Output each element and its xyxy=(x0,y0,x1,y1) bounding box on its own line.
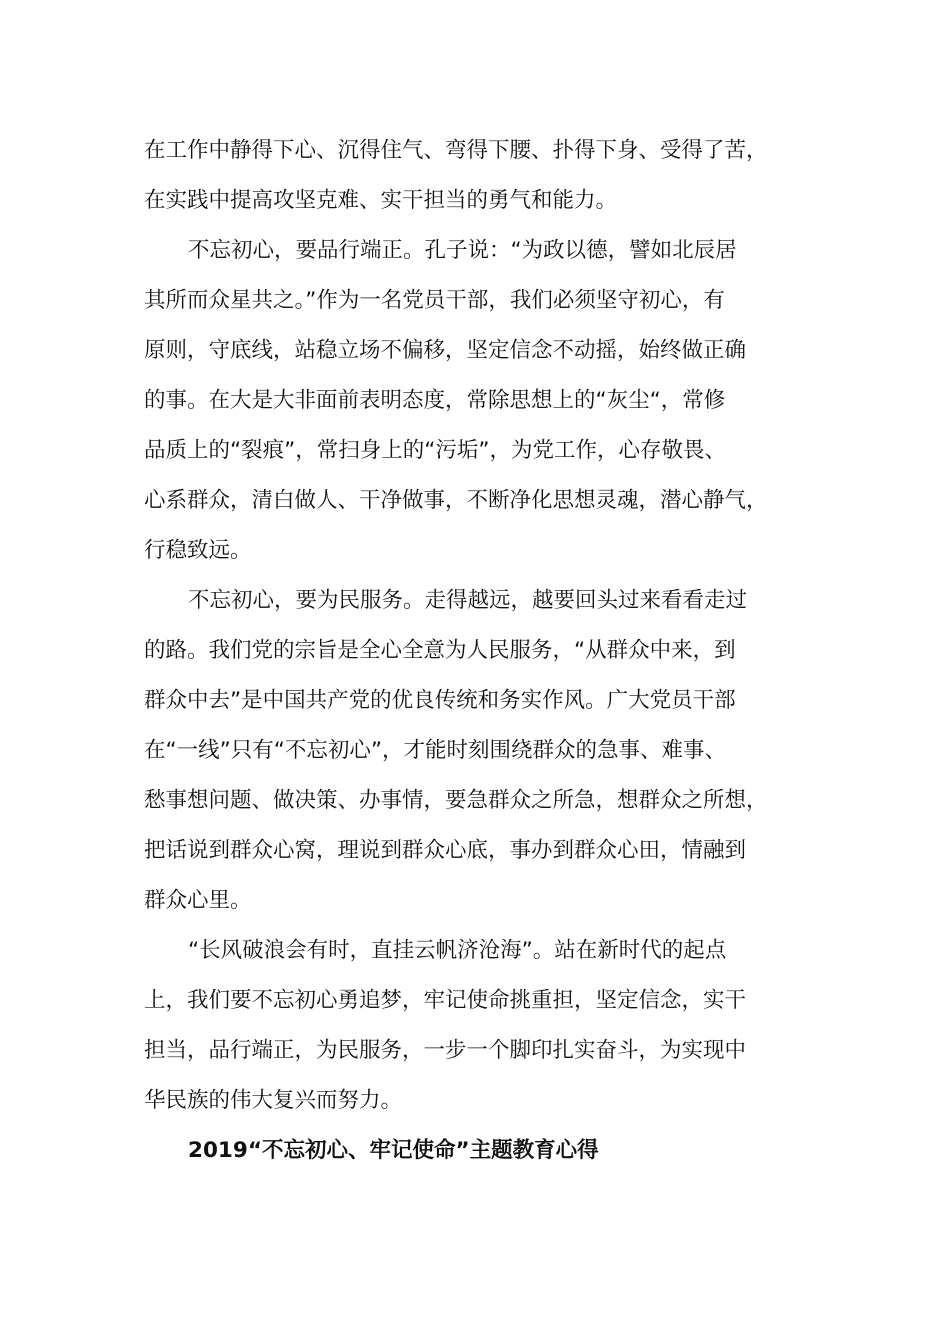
text-line: 在实践中提高攻坚克难、实干担当的勇气和能力。 xyxy=(144,188,618,213)
document-page xyxy=(144,126,804,1176)
text-line: 品质上的“裂痕”，常扫身上的“污垢”，为党工作，心存敬畏、 xyxy=(144,438,727,463)
text-line: 担当，品行端正，为民服务，一步一个脚印扎实奋斗，为实现中 xyxy=(144,1038,747,1063)
text-line: 不忘初心，要品行端正。孔子说：“为政以德，譬如北辰居 xyxy=(188,238,737,263)
text-line: 上，我们要不忘初心勇追梦，牢记使命挑重担，坚定信念，实干 xyxy=(144,988,747,1013)
text-line: 原则，守底线，站稳立场不偏移，坚定信念不动摇，始终做正确 xyxy=(144,338,747,363)
paragraph xyxy=(144,126,804,226)
text-line: 的事。在大是大非面前表明态度，常除思想上的“灰尘“，常修 xyxy=(144,388,726,413)
text-line: 在工作中静得下心、沉得住气、弯得下腰、扑得下身、受得了苦， xyxy=(144,138,768,163)
text-line: 在“一线”只有“不忘初心”，才能时刻围绕群众的急事、难事、 xyxy=(144,738,727,763)
text-line: 不忘初心，要为民服务。走得越远，越要回头过来看看走过 xyxy=(188,588,748,613)
text-line: 其所而众星共之。”作为一名党员干部，我们必须坚守初心，有 xyxy=(144,288,725,313)
text-line: 愁事想问题、做决策、办事情，要急群众之所急，想群众之所想， xyxy=(144,788,768,813)
text-line: “长风破浪会有时，直挂云帆济沧海”。站在新时代的起点 xyxy=(188,938,727,963)
text-line: 群众中去”是中国共产党的优良传统和务实作风。广大党员干部 xyxy=(144,688,736,713)
paragraph xyxy=(144,226,804,576)
paragraph xyxy=(144,926,804,1126)
text-line: 行稳致远。 xyxy=(144,538,252,563)
text-line: 群众心里。 xyxy=(144,888,252,913)
text-line: 把话说到群众心窝，理说到群众心底，事办到群众心田，情融到 xyxy=(144,838,747,863)
paragraph xyxy=(144,576,804,926)
text-line: 华民族的伟大复兴而努力。 xyxy=(144,1088,403,1113)
section-heading: 2019“不忘初心、牢记使命”主题教育心得 xyxy=(188,1138,599,1163)
text-line: 心系群众，清白做人、干净做事，不断净化思想灵魂，潜心静气， xyxy=(144,488,768,513)
text-line: 的路。我们党的宗旨是全心全意为人民服务，“从群众中来，到 xyxy=(144,638,736,663)
